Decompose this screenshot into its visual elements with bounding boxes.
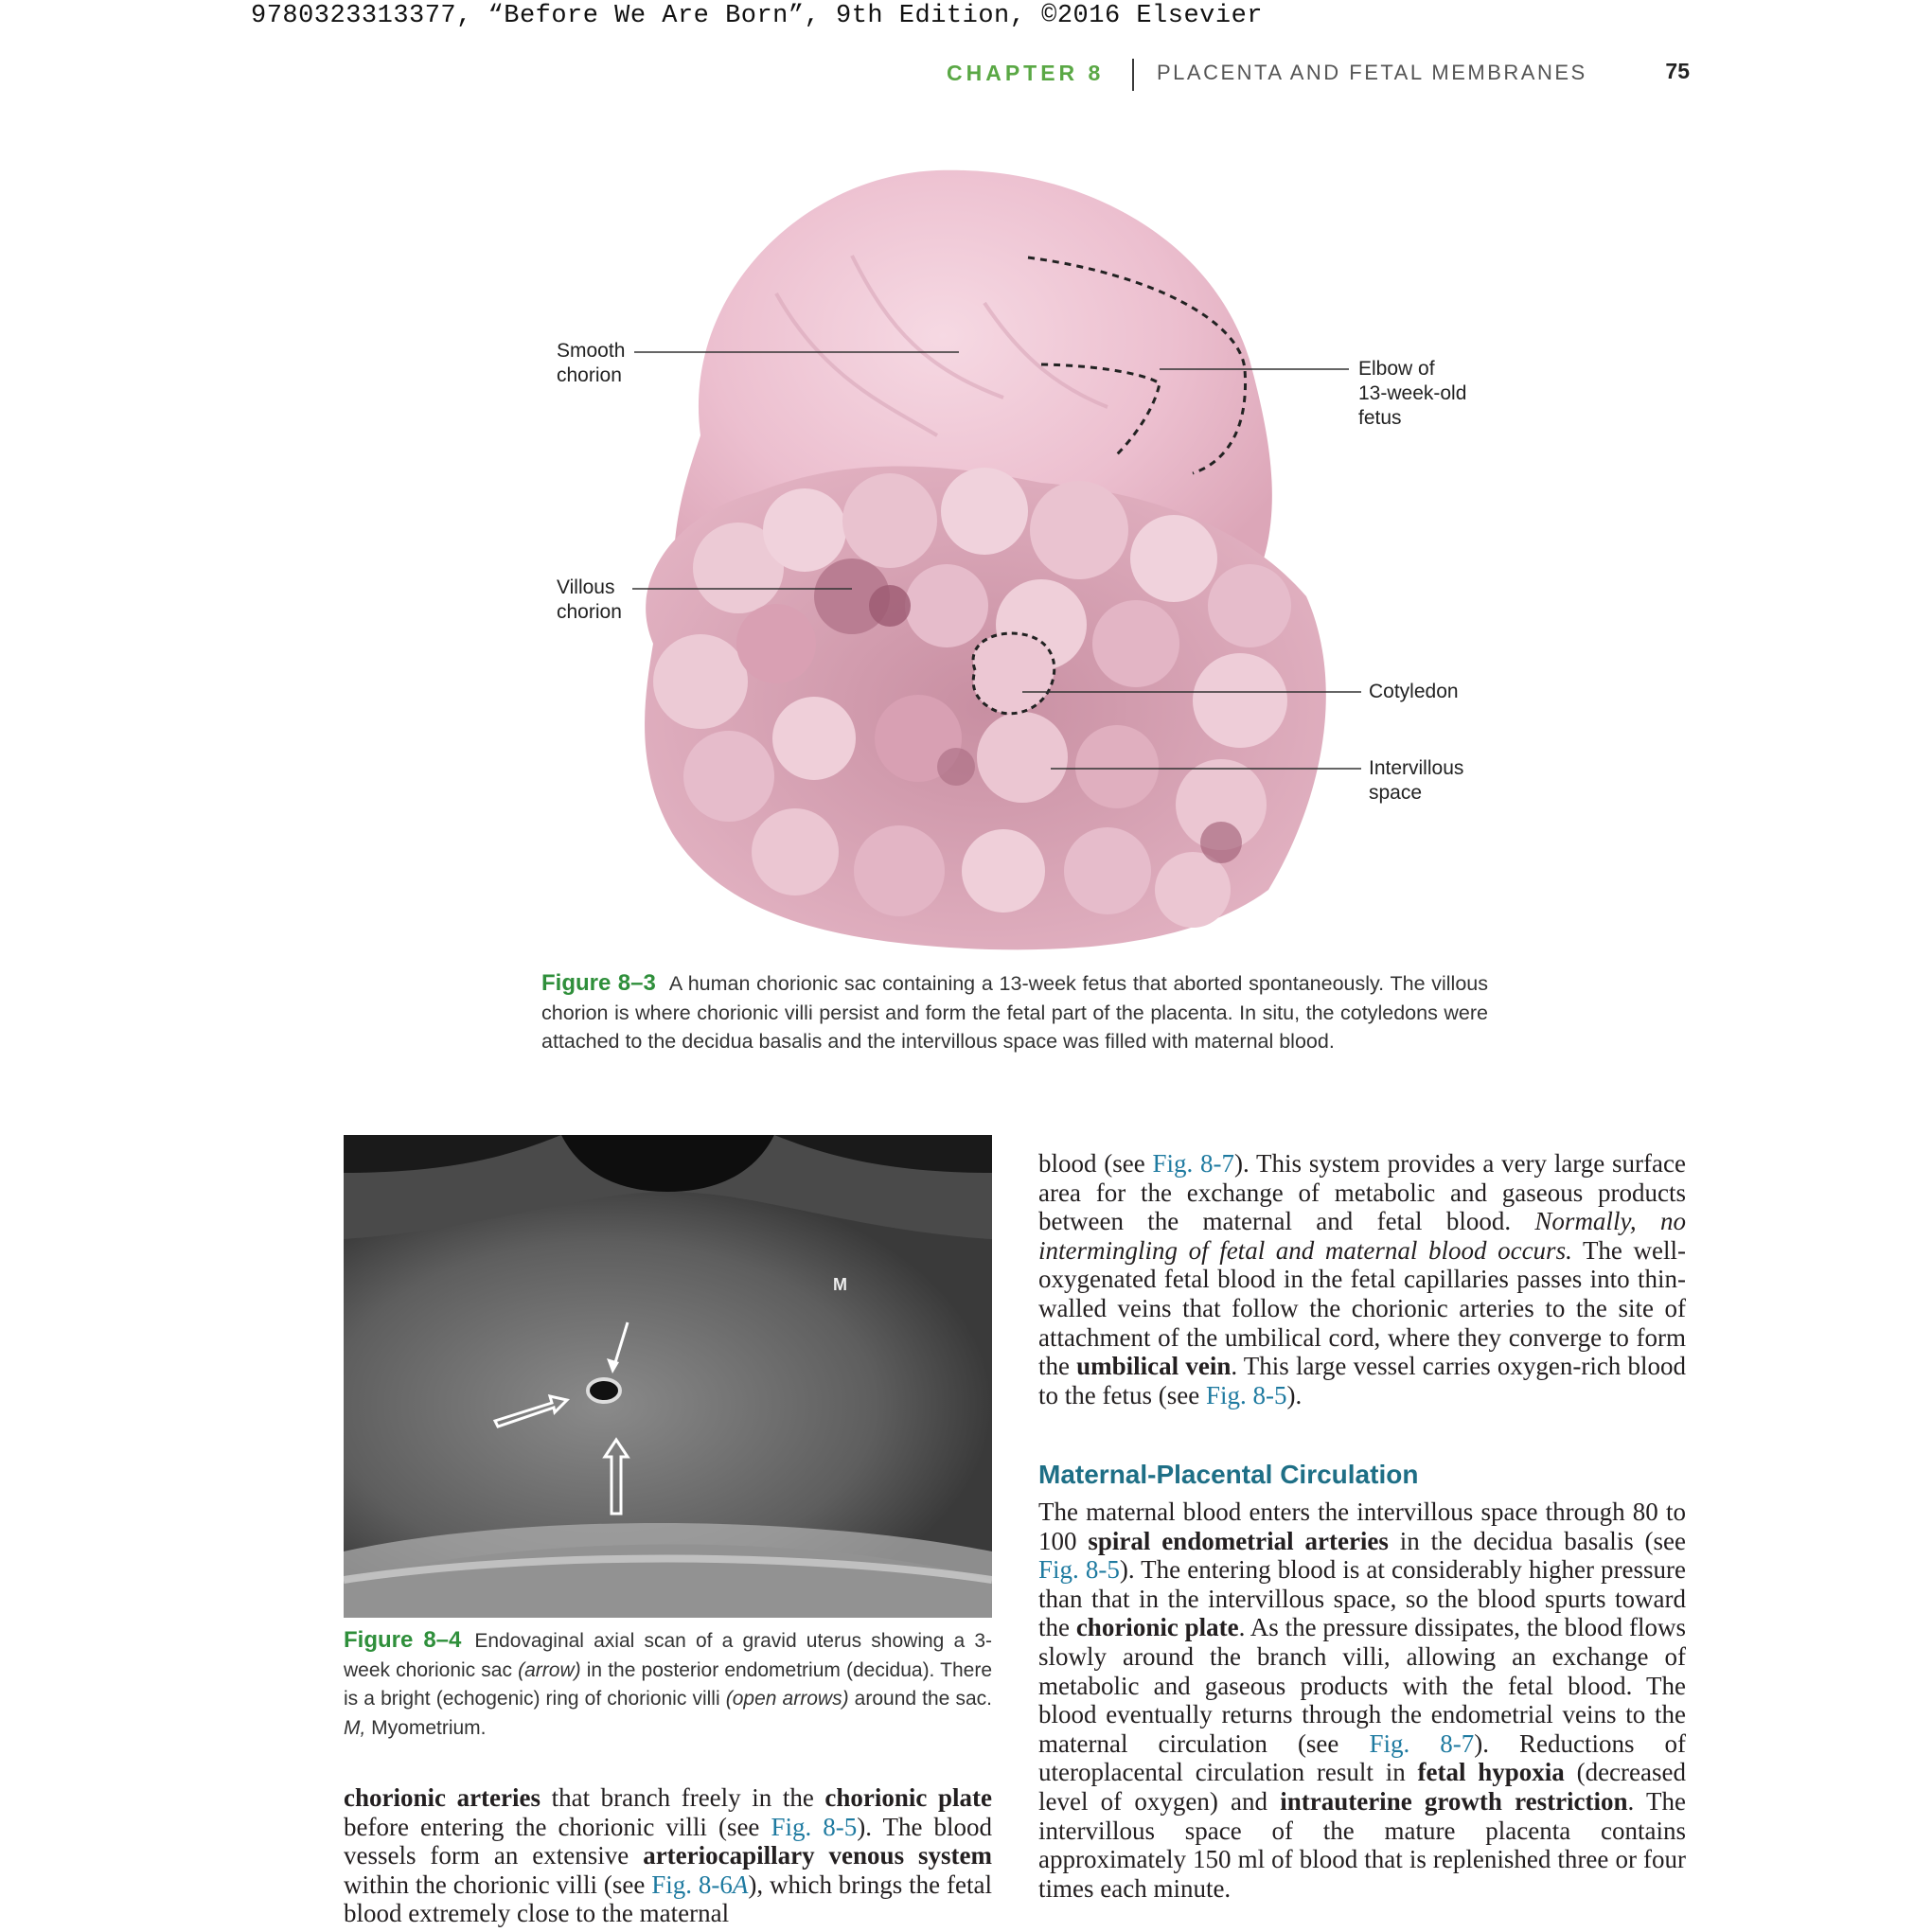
bold-term: umbilical vein (1076, 1352, 1232, 1381)
cotyledon-outline (973, 633, 1055, 714)
body-text: . This large vessel carries oxygen-rich blood to the fetus (see (1038, 1352, 1686, 1409)
body-text: The maternal blood enters the intervillous space through 80 to 100 (1038, 1498, 1686, 1555)
body-text: . The intervillous space of the mature placenta contains approximately 150 ml of blood that is replenished three or four times each minute. (1038, 1786, 1686, 1903)
body-paragraph-right-2 (1038, 1498, 1686, 1903)
caption-italic: M, (344, 1716, 366, 1739)
label-elbow: Elbow of 13-week-old fetus (1358, 358, 1467, 429)
figure-reference-link[interactable] (651, 1870, 748, 1899)
italic-text: Normally, no intermingling of fetal and maternal blood occurs. (1038, 1207, 1686, 1265)
figure-reference-link[interactable]: Fig. 8-7 (1369, 1728, 1475, 1758)
bold-term: fetal hypoxia (1417, 1758, 1565, 1787)
figure-reference-link[interactable]: Fig. 8-5 (771, 1812, 858, 1841)
label-intervillous-space: Intervillous space (1369, 757, 1464, 804)
figure-reference-link[interactable]: Fig. 8-7 (1152, 1149, 1235, 1178)
page-number: 75 (1665, 59, 1690, 83)
villous-chorion-mass (645, 467, 1326, 950)
chorionic-sac (588, 1379, 620, 1402)
body-text: within the chorionic villi (see (344, 1870, 652, 1899)
body-text: ). The entering blood is at considerably higher pressure than that in the intervillous space, so the blood spurts toward the (1038, 1555, 1686, 1642)
caption-text: around the sac. (848, 1688, 992, 1710)
ultrasound-image (344, 1135, 992, 1618)
figure-tag: Figure 8–3 (541, 970, 656, 996)
chapter-title: PLACENTA AND FETAL MEMBRANES (1157, 61, 1587, 84)
figure-reference-link[interactable]: Fig. 8-5 (1205, 1380, 1287, 1409)
myometrium-marker: M (833, 1275, 847, 1294)
body-text: blood (see (1038, 1149, 1153, 1178)
caption-text: Endovaginal axial scan of a gravid uterus showing a 3-week chorionic sac (344, 1630, 993, 1681)
figure-reference-link[interactable]: Fig. 8-5 (1038, 1555, 1120, 1585)
label-villous-chorion: Villous chorion (557, 576, 622, 623)
caption-italic: (open arrows) (725, 1688, 849, 1710)
label-cotyledon: Cotyledon (1369, 681, 1459, 702)
bold-term: intrauterine growth restriction (1280, 1786, 1628, 1816)
body-text: . As the pressure dissipates, the blood flows slowly around the branch villi, allowing an exchange of metabolic and gaseous products with the fetal blood. The blood eventually returns through the endometrial veins to the maternal circulation (see (1038, 1613, 1686, 1758)
bold-term: spiral endometrial arteries (1088, 1526, 1389, 1555)
body-text: in the decidua basalis (see (1388, 1526, 1686, 1555)
chorionic-sac-illustration (492, 151, 1496, 966)
bold-term: chorionic plate (1075, 1613, 1239, 1642)
caption-text: Myometrium. (365, 1716, 487, 1739)
ref-italic: A (732, 1870, 749, 1899)
bold-term: arteriocapillary venous system (643, 1841, 993, 1870)
bold-term: chorionic plate (824, 1783, 992, 1812)
figure-8-4-ultrasound (344, 1135, 992, 1618)
figure-8-3-image (492, 151, 1496, 966)
caption-text: in the posterior endometrium (decidua). There is a bright (echogenic) ring of chorionic villi (344, 1658, 992, 1710)
body-text: ). Reductions of uteroplacental circulation result in (1038, 1728, 1686, 1787)
body-text: that branch freely in the (541, 1783, 825, 1812)
figure-8-3-caption (541, 969, 1488, 1056)
body-paragraph-right-1 (1038, 1149, 1686, 1409)
document-watermark: 9780323313377, “Before We Are Born”, 9th Edition, ©2016 Elsevier (251, 2, 1263, 30)
body-text: ), which brings the fetal blood extremely close to the maternal (344, 1870, 992, 1928)
body-text: ). The blood vessels form an extensive (344, 1812, 992, 1870)
running-head (947, 59, 1690, 93)
caption-text: A human chorionic sac containing a 13-week fetus that aborted spontaneously. The villous chorion is where chorionic villi persist and form the fetal part of the placenta. In situ, the cotyledons were attached to the decidua basalis and the intervillous space was filled with maternal blood. (541, 972, 1489, 1053)
bold-term: chorionic arteries (344, 1783, 541, 1812)
header-divider (1132, 59, 1134, 91)
section-heading: Maternal-Placental Circulation (1038, 1460, 1419, 1489)
caption-italic: (arrow) (518, 1658, 581, 1681)
body-text: ). This system provides a very large surface area for the exchange of metabolic and gaseous products between the maternal and fetal blood. (1038, 1149, 1686, 1236)
figure-tag: Figure 8–4 (344, 1627, 462, 1653)
label-smooth-chorion: Smooth chorion (557, 340, 626, 386)
body-text: ). (1286, 1380, 1303, 1409)
figure-8-4-caption (344, 1626, 992, 1743)
chapter-label: CHAPTER 8 (947, 61, 1105, 85)
body-text: (decreased level of oxygen) and (1038, 1758, 1686, 1816)
body-paragraph-left (344, 1783, 992, 1928)
body-text: The well-oxygenated fetal blood in the fetal capillaries passes into thin-walled veins that follow the chorionic arteries to the site of attachment of the umbilical cord, where they converge to form the (1038, 1235, 1686, 1381)
body-text: before entering the chorionic villi (see (344, 1812, 771, 1841)
ref-text: Fig. 8-6 (651, 1870, 733, 1899)
